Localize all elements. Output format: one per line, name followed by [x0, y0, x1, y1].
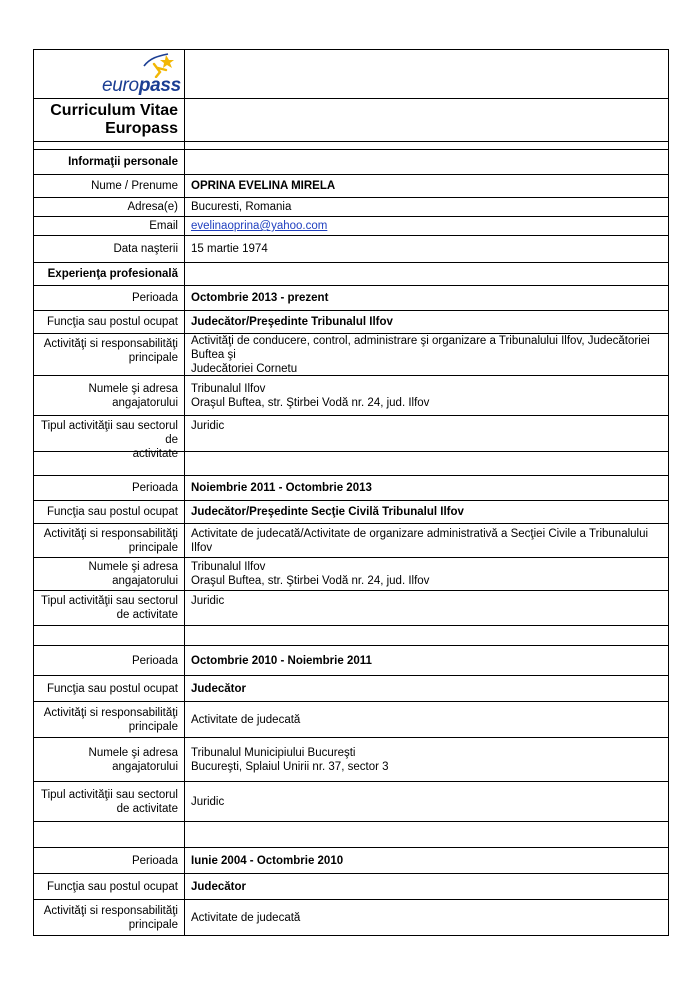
job-function: Judecător [191, 880, 246, 893]
logo-wordmark: europass [102, 75, 181, 96]
name-label: Nume / Prenume [34, 175, 185, 197]
spacer-row [34, 626, 668, 646]
job-activities-row [34, 524, 668, 558]
job-function: Judecător/Preşedinte Tribunalul Ilfov [191, 316, 393, 328]
section-heading-personal: Informaţii personale [34, 150, 185, 174]
period-label: Perioada [34, 646, 185, 675]
sector-label: Tipul activităţii sau sectorul de activitate [34, 416, 185, 451]
activities-label: Activităţi si responsabilităţi principale [34, 900, 185, 935]
cv-title [34, 99, 185, 141]
job-activities: Activităţi de conducere, control, administrare şi organizare a Tribunalului Ilfov, Judecătoriei Buftea şi Judecătoriei Cornetu [191, 334, 650, 375]
section-personal-row [34, 150, 668, 175]
job-period-row [34, 476, 668, 501]
logo-cell [34, 50, 185, 98]
sector-label: Tipul activităţii sau sectorul de activitate [34, 591, 185, 625]
function-label: Funcţia sau postul ocupat [34, 501, 185, 523]
address-value: Bucuresti, Romania [191, 201, 292, 213]
period-label: Perioada [34, 286, 185, 310]
job-employer-row [34, 738, 668, 782]
job-period-row [34, 286, 668, 311]
job-employer-row [34, 376, 668, 416]
job-activities-row [34, 702, 668, 738]
cv-table [33, 49, 669, 936]
section-experience-row [34, 263, 668, 286]
employer-label: Numele şi adresa angajatorului [34, 558, 185, 590]
job-employer: Tribunalul Ilfov Oraşul Buftea, str. Ştirbei Vodă nr. 24, jud. Ilfov [191, 561, 430, 587]
job-activities: Activitate de judecată [191, 713, 301, 726]
job-function: Judecător/Preşedinte Secţie Civilă Tribunalul Ilfov [191, 506, 464, 518]
job-sector: Juridic [191, 795, 225, 808]
job-sector-row [34, 416, 668, 460]
email-link[interactable]: evelinaoprina@yahoo.com [191, 220, 328, 232]
job-period-row [34, 646, 668, 676]
birth-label: Data naşterii [34, 236, 185, 262]
job-sector: Juridic [191, 595, 225, 607]
period-label: Perioada [34, 848, 185, 873]
spacer-row [34, 452, 668, 476]
job-function-row [34, 676, 668, 702]
spacer-row [34, 822, 668, 848]
name-row [34, 175, 668, 198]
section-heading-experience: Experienţa profesională [34, 263, 185, 285]
job-sector-row [34, 782, 668, 822]
job-activities: Activitate de judecată/Activitate de organizare administrativă a Secţiei Civile a Tribunalului Ilfov [191, 527, 649, 554]
employer-label: Numele şi adresa angajatorului [34, 376, 185, 415]
job-sector: Juridic [191, 420, 225, 432]
sector-label: Tipul activităţii sau sectorul de activitate [34, 782, 185, 821]
job-period: Octombrie 2013 - prezent [191, 292, 329, 304]
function-label: Funcţia sau postul ocupat [34, 311, 185, 333]
job-period: Octombrie 2010 - Noiembrie 2011 [191, 654, 372, 667]
birth-row [34, 236, 668, 263]
name-value: OPRINA EVELINA MIRELA [191, 180, 336, 192]
address-row [34, 198, 668, 217]
address-label: Adresa(e) [34, 198, 185, 216]
job-activities-row [34, 900, 668, 936]
job-employer: Tribunalul Ilfov Oraşul Buftea, str. Ştirbei Vodă nr. 24, jud. Ilfov [191, 382, 430, 409]
period-label: Perioada [34, 476, 185, 500]
job-function: Judecător [191, 682, 246, 695]
job-period: Iunie 2004 - Octombrie 2010 [191, 854, 344, 867]
email-row [34, 217, 668, 236]
logo-row [34, 50, 668, 99]
activities-label: Activităţi si responsabilităţi principale [34, 334, 185, 375]
birth-value: 15 martie 1974 [191, 243, 268, 255]
job-employer: Tribunalul Municipiului Bucureşti Bucureşti, Splaiul Unirii nr. 37, sector 3 [191, 746, 389, 773]
email-label: Email [34, 217, 185, 235]
activities-label: Activităţi si responsabilităţi principale [34, 702, 185, 737]
job-period-row [34, 848, 668, 874]
cv-title-line2: Europass [105, 120, 178, 137]
employer-label: Numele şi adresa angajatorului [34, 738, 185, 781]
function-label: Funcţia sau postul ocupat [34, 874, 185, 899]
activities-label: Activităţi si responsabilităţi principale [34, 524, 185, 557]
job-sector-row [34, 591, 668, 626]
title-row [34, 99, 668, 142]
cv-title-line1: Curriculum Vitae [50, 102, 178, 119]
job-employer-row [34, 558, 668, 591]
job-function-row [34, 874, 668, 900]
job-activities: Activitate de judecată [191, 911, 301, 924]
job-period: Noiembrie 2011 - Octombrie 2013 [191, 482, 372, 494]
job-function-row [34, 311, 668, 334]
europass-logo [98, 52, 181, 96]
spacer-row [34, 142, 668, 150]
job-activities-row [34, 334, 668, 376]
job-function-row [34, 501, 668, 524]
function-label: Funcţia sau postul ocupat [34, 676, 185, 701]
